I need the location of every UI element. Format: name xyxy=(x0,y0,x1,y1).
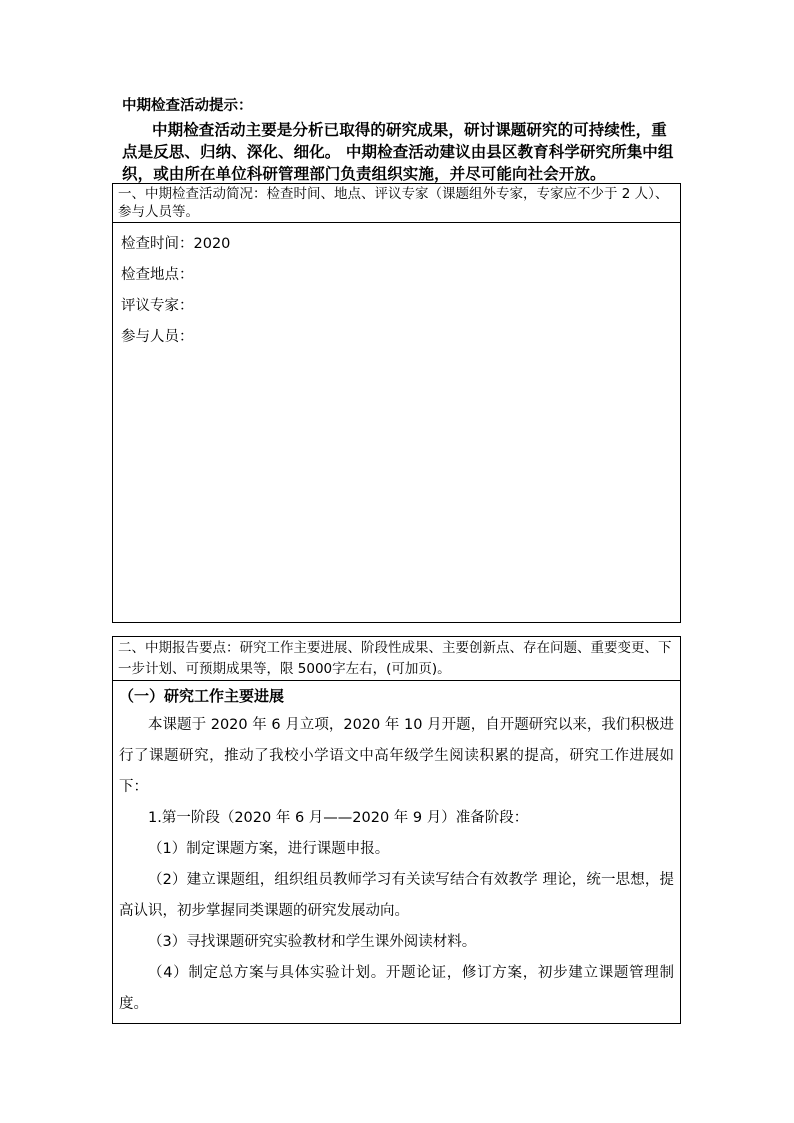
inspection-location-field: 检查地点： xyxy=(121,267,194,283)
inspection-time-field: 检查时间：2020 xyxy=(121,236,231,252)
report-paragraph: （4）制定总方案与具体实验计划。开题论证，修订方案，初步建立课题管理制度。 xyxy=(119,965,674,1012)
report-paragraph: （2）建立课题组，组织组员教师学习有关读写结合有效教学 理论，统一思想，提高认识，初步掌握同类课题的研究发展动向。 xyxy=(119,872,674,919)
intro-block xyxy=(122,96,682,185)
inspection-overview-header: 一、中期检查活动简况：检查时间、地点、评议专家（课题组外专家，专家应不少于 2 人）、参与人员等。 xyxy=(113,184,681,223)
review-experts-field: 评议专家： xyxy=(121,298,194,314)
report-paragraph: 本课题于 2020 年 6 月立项，2020 年 10 月开题，自开题研究以来，我们积极进行了课题研究，推动了我校小学语文中高年级学生阅读积累的提高，研究工作进展如下： xyxy=(119,717,674,795)
inspection-overview-body[interactable] xyxy=(113,223,681,623)
report-paragraph: （3）寻找课题研究实验教材和学生课外阅读材料。 xyxy=(148,934,477,950)
participants-field: 参与人员： xyxy=(121,329,194,345)
progress-section-title: （一）研究工作主要进展 xyxy=(119,687,285,705)
midterm-report-header: 二、中期报告要点：研究工作主要进展、阶段性成果、主要创新点、存在问题、重要变更、下一步计划、可预期成果等，限 5000字左右，(可加页)。 xyxy=(113,637,681,681)
report-paragraph: 1.第一阶段（2020 年 6 月——2020 年 9 月）准备阶段： xyxy=(148,810,529,826)
midterm-report-table xyxy=(112,636,681,1024)
intro-heading: 中期检查活动提示： xyxy=(122,98,253,114)
report-paragraph: （1）制定课题方案，进行课题申报。 xyxy=(148,841,390,857)
midterm-report-body[interactable] xyxy=(113,681,681,1024)
inspection-overview-table xyxy=(112,183,681,623)
intro-body: 中期检查活动主要是分析已取得的研究成果，研讨课题研究的可持续性，重点是反思、归纳、深化、细化。 中期检查活动建议由县区教育科学研究所集中组织，或由所在单位科研管理部门负责组织实施，并尽可能向社会开放。 xyxy=(122,121,674,183)
